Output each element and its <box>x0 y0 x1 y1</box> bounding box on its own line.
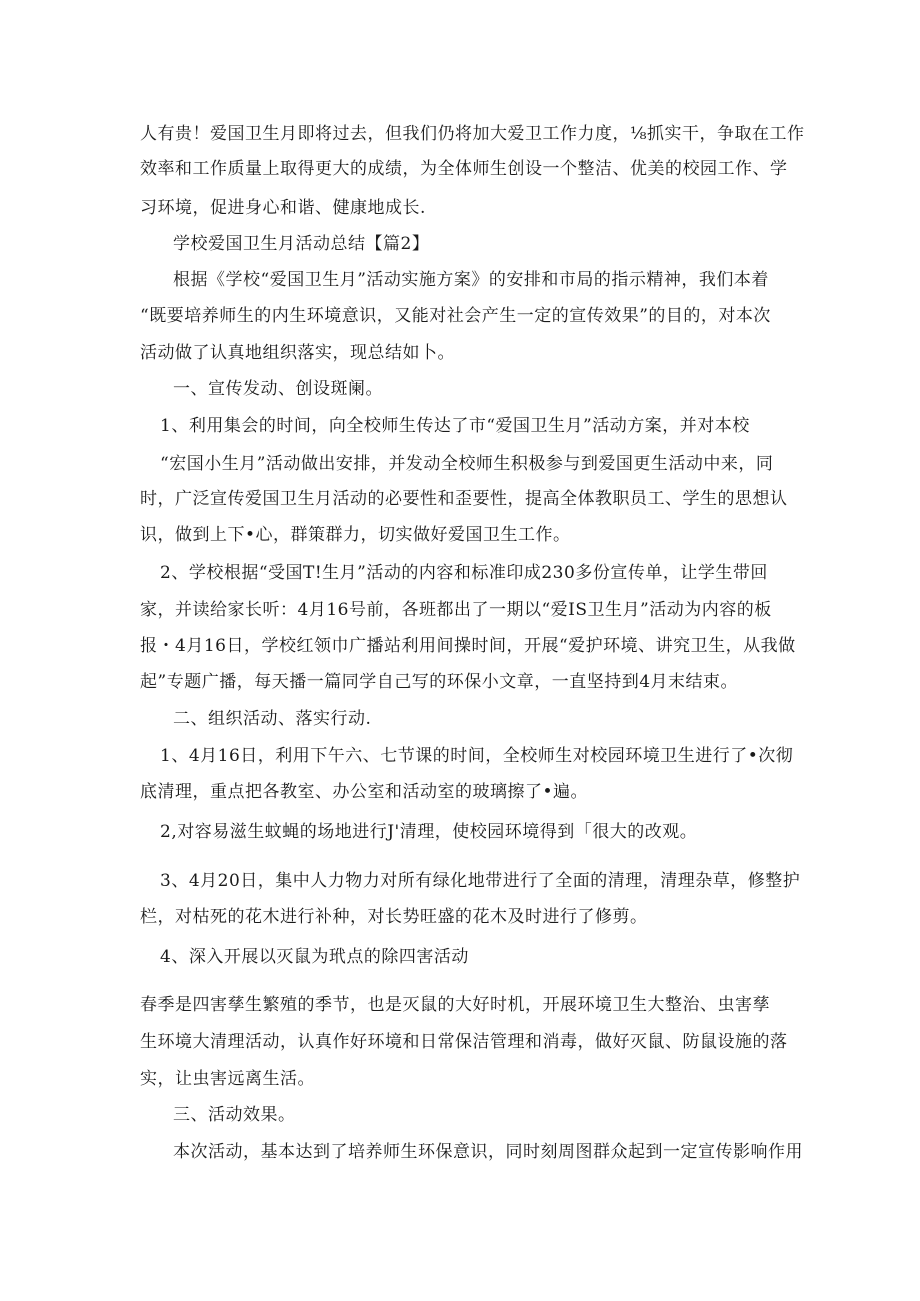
text-line: 识，做到上下•心，群策群力，切实做好爱国卫生工作。 <box>140 525 571 545</box>
text-line: 4、深入开展以灭鼠为玳点的除四害活动 <box>160 947 469 967</box>
text-line: 2,对容易滋生蚊蝇的场地进行J'清理，使校园环境得到「很大的改观。 <box>160 822 698 842</box>
text-line: 1、4月16日，利用下午六、七节课的时间，全校师生对校园环境卫生进行了•次彻 <box>160 746 794 766</box>
text-line: 2、学校根据“受国T!生月”活动的内容和标准印成230多份宣传单，让学生带回 <box>160 563 768 583</box>
text-line: 起”专题广播，每天播一篇同学自己写的环保小文章，一直坚持到4月末结束。 <box>140 672 739 692</box>
text-line: 家，并读给家长听：4月16号前，各班都出了一期以“爱IS卫生月”活动为内容的板 <box>140 600 772 620</box>
text-line: 生环境大清理活动，认真作好环境和日常保洁管理和消毒，做好灭鼠、防鼠设施的落 <box>140 1032 788 1052</box>
text-line: 1、利用集会的时间，向全校师生传达了市“爱国卫生月”活动方案，并对本校 <box>160 416 750 436</box>
text-line: 人有贵！爱国卫生月即将过去，但我们仍将加大爱卫工作力度，⅛抓实干，争取在工作 <box>140 124 805 144</box>
text-line: 实，让虫害远离生活。 <box>140 1069 315 1089</box>
text-line: 春季是四害孳生繁殖的季节，也是灭鼠的大好时机，开展环境卫生大整治、虫害孳 <box>140 995 770 1015</box>
text-line: 本次活动，基本达到了培养师生环保意识，同时刻周图群众起到一定宣传影响作用 <box>173 1142 803 1162</box>
text-line: 栏，对枯死的花木进行补种，对长势旺盛的花木及时进行了修剪。 <box>140 907 648 927</box>
text-line: 效率和工作质量上取得更大的成绩，为全体师生创设一个整洁、优美的校园工作、学 <box>140 159 788 179</box>
section-heading: 二、组织活动、落实行动. <box>173 709 372 729</box>
section-heading: 学校爱国卫生月活动总结【篇2】 <box>173 234 430 254</box>
text-line: “宏国小生月”活动做出安排，并发动全校师生积极参与到爱国更生活动中来，同 <box>160 454 774 474</box>
text-line: 报・4月16日，学校红领巾广播站利用间操时间，开展“爱护环境、讲究卫生，从我做 <box>140 636 796 656</box>
section-heading: 三、活动效果。 <box>173 1105 296 1125</box>
text-line: 根据《学校“爱国卫生月”活动实施方案》的安排和市局的指示精神，我们本着 <box>173 270 769 290</box>
text-line: 习环境，促进身心和谐、健康地成长. <box>140 198 426 218</box>
text-line: “既要培养师生的内生环境意识，又能对社会产生一定的宣传效果”的目的，对本次 <box>140 306 771 326</box>
text-line: 时，广泛宣传爱国卫生月活动的必要性和歪要性，提高全体教职员工、学生的思想认 <box>140 489 788 509</box>
section-heading: 一、宣传发动、创设斑阑。 <box>173 379 383 399</box>
text-line: 底清理，重点把各教室、办公室和活动室的玻璃擦了•遍。 <box>140 782 589 802</box>
text-line: 活动做了认真地组织落实，现总结如卜。 <box>140 343 455 363</box>
text-line: 3、4月20日，集中人力物力对所有绿化地带进行了全面的清理，清理杂草，修整护 <box>160 871 801 891</box>
